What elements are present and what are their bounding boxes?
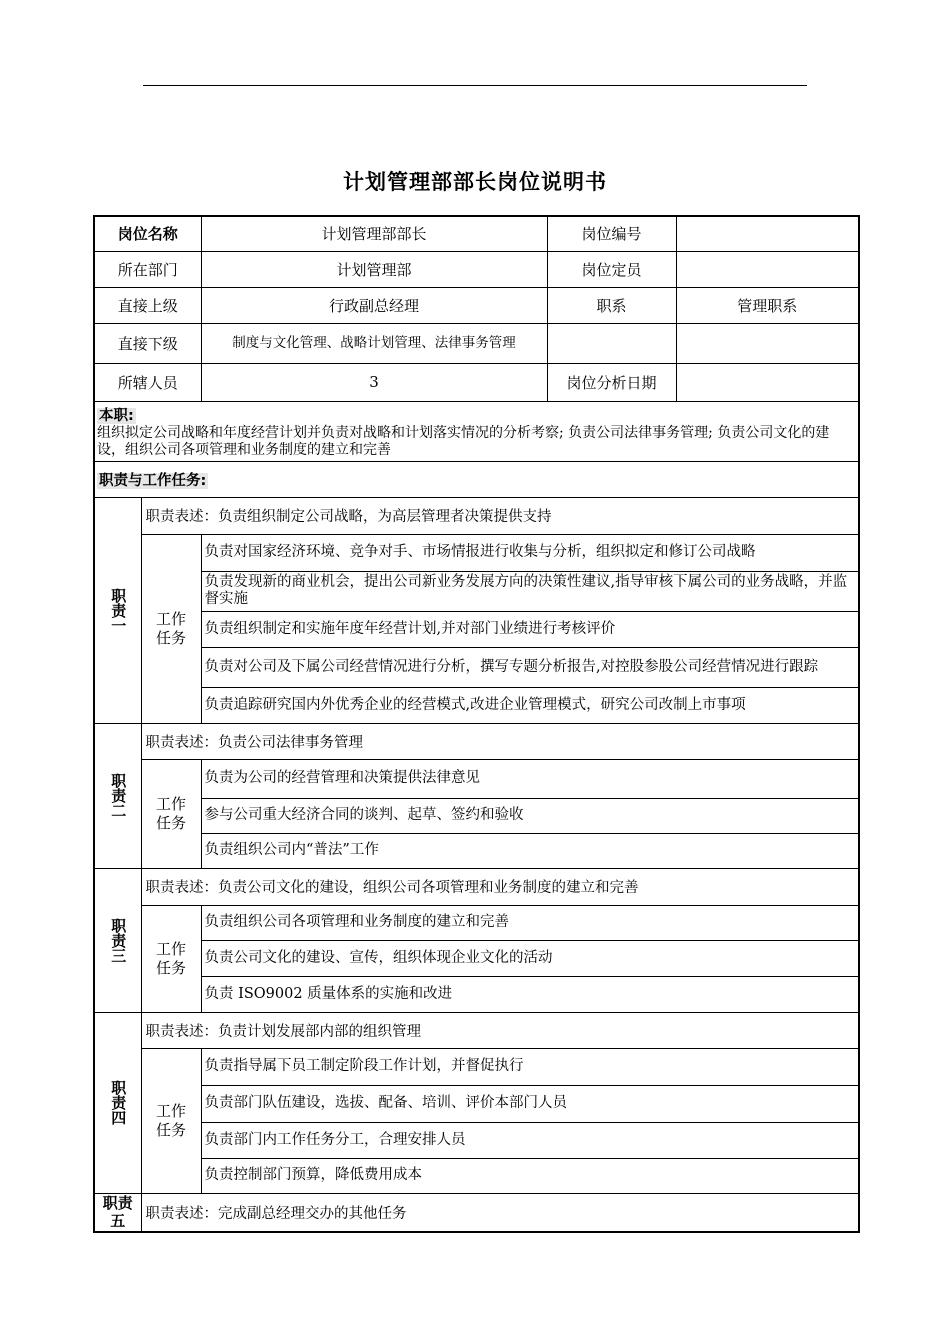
info-row-dept — [94, 251, 859, 287]
duty-3-task-row — [94, 940, 859, 976]
duty-4-task-row — [94, 1158, 859, 1193]
duty-4-task-4: 负责控制部门预算，降低费用成本 — [201, 1158, 859, 1193]
task-label-text: 工作任务 — [156, 609, 187, 647]
duty-3-task-2: 负责公司文化的建设、宣传，组织体现企业文化的活动 — [201, 940, 859, 976]
duty-1-label: 职责一 — [94, 497, 141, 723]
duty-4-task-row — [94, 1048, 859, 1085]
task-label-text: 工作任务 — [156, 1101, 187, 1139]
duty-2-task-2: 参与公司重大经济合同的谈判、起草、签约和验收 — [201, 798, 859, 833]
analysis-date-value — [676, 363, 859, 401]
post-no-label: 岗位编号 — [547, 216, 676, 251]
duty-3-task-row — [94, 976, 859, 1012]
duty-2-task-label — [141, 759, 201, 868]
duty-5-label: 职责五 — [94, 1193, 141, 1232]
duty-1-task-label — [141, 534, 201, 723]
duty-1-task-row — [94, 687, 859, 723]
dept-value: 计划管理部 — [201, 251, 547, 287]
quota-label: 岗位定员 — [547, 251, 676, 287]
duty-1-task-3: 负责组织制定和实施年度年经营计划,并对部门业绩进行考核评价 — [201, 611, 859, 647]
duty-3-statement-row — [94, 868, 859, 905]
duty-1-task-2: 负责发现新的商业机会，提出公司新业务发展方向的决策性建议,指导审核下属公司的业务战略，并监督实施 — [201, 571, 859, 611]
info-row-superior — [94, 287, 859, 323]
duty-4-label: 职责四 — [94, 1012, 141, 1193]
duty-3-label: 职责三 — [94, 868, 141, 1012]
document-title: 计划管理部部长岗位说明书 — [343, 170, 607, 194]
duty-4-task-label — [141, 1048, 201, 1193]
task-label-text: 工作任务 — [156, 939, 187, 977]
duties-header: 职责与工作任务: — [99, 472, 207, 489]
quota-value — [676, 251, 859, 287]
summary-text: 组织拟定公司战略和年度经营计划并负责对战略和计划落实情况的分析考察; 负责公司法律事务管理; 负责公司文化的建设，组织公司各项管理和业务制度的建立和完善 — [97, 424, 830, 458]
staff-label: 所辖人员 — [94, 363, 201, 401]
duty-4-statement: 职责表述：负责计划发展部内部的组织管理 — [141, 1012, 859, 1048]
dept-label: 所在部门 — [94, 251, 201, 287]
duty-1-task-row — [94, 534, 859, 571]
info-row-post-name — [94, 216, 859, 251]
duty-4-task-row — [94, 1085, 859, 1122]
duty-4-task-2: 负责部门队伍建设，选拔、配备、培训、评价本部门人员 — [201, 1085, 859, 1122]
duty-2-statement-row — [94, 723, 859, 759]
duty-4-task-row — [94, 1122, 859, 1158]
duty-2-task-row — [94, 798, 859, 833]
summary-cell — [94, 401, 859, 461]
duties-header-cell — [94, 461, 859, 497]
duty-2-task-row — [94, 759, 859, 798]
duty-5-row — [94, 1193, 859, 1232]
duty-1-task-1: 负责对国家经济环境、竞争对手、市场情报进行收集与分析，组织拟定和修订公司战略 — [201, 534, 859, 571]
analysis-date-label: 岗位分析日期 — [547, 363, 676, 401]
subordinate-empty-2 — [676, 323, 859, 363]
task-label-text: 工作任务 — [156, 794, 187, 832]
summary-row — [94, 401, 859, 461]
duty-3-statement: 职责表述：负责公司文化的建设，组织公司各项管理和业务制度的建立和完善 — [141, 868, 859, 905]
job-description-table — [93, 215, 860, 1233]
subordinate-label: 直接下级 — [94, 323, 201, 363]
duty-1-statement: 职责表述：负责组织制定公司战略，为高层管理者决策提供支持 — [141, 497, 859, 534]
subordinate-value: 制度与文化管理、战略计划管理、法律事务管理 — [201, 323, 547, 363]
superior-value: 行政副总经理 — [201, 287, 547, 323]
duty-2-task-1: 负责为公司的经营管理和决策提供法律意见 — [201, 759, 859, 798]
duty-5-statement: 职责表述：完成副总经理交办的其他任务 — [141, 1193, 859, 1232]
post-name-label: 岗位名称 — [94, 216, 201, 251]
info-row-subordinate — [94, 323, 859, 363]
duty-2-task-3: 负责组织公司内“普法”工作 — [201, 833, 859, 868]
duty-1-task-row — [94, 611, 859, 647]
duty-4-task-1: 负责指导属下员工制定阶段工作计划，并督促执行 — [201, 1048, 859, 1085]
duty-1-task-row — [94, 647, 859, 687]
duty-2-label: 职责二 — [94, 723, 141, 868]
duty-1-task-5: 负责追踪研究国内外优秀企业的经营模式,改进企业管理模式，研究公司改制上市事项 — [201, 687, 859, 723]
duty-3-task-label — [141, 905, 201, 1012]
duty-2-task-row — [94, 833, 859, 868]
duty-1-task-4: 负责对公司及下属公司经营情况进行分析，撰写专题分析报告,对控股参股公司经营情况进行跟踪 — [201, 647, 859, 687]
superior-label: 直接上级 — [94, 287, 201, 323]
staff-value: 3 — [201, 363, 547, 401]
post-name-value: 计划管理部部长 — [201, 216, 547, 251]
duty-3-task-1: 负责组织公司各项管理和业务制度的建立和完善 — [201, 905, 859, 940]
duty-3-task-row — [94, 905, 859, 940]
duties-header-row — [94, 461, 859, 497]
header-rule — [143, 85, 807, 86]
duty-1-task-row — [94, 571, 859, 611]
duty-2-statement: 职责表述：负责公司法律事务管理 — [141, 723, 859, 759]
series-value: 管理职系 — [676, 287, 859, 323]
duty-4-statement-row — [94, 1012, 859, 1048]
info-row-staff — [94, 363, 859, 401]
duty-3-task-3: 负责 ISO9002 质量体系的实施和改进 — [201, 976, 859, 1012]
duty-1-statement-row — [94, 497, 859, 534]
post-no-value — [676, 216, 859, 251]
summary-label: 本职: — [99, 407, 134, 424]
duty-4-task-3: 负责部门内工作任务分工，合理安排人员 — [201, 1122, 859, 1158]
series-label: 职系 — [547, 287, 676, 323]
subordinate-empty-1 — [547, 323, 676, 363]
